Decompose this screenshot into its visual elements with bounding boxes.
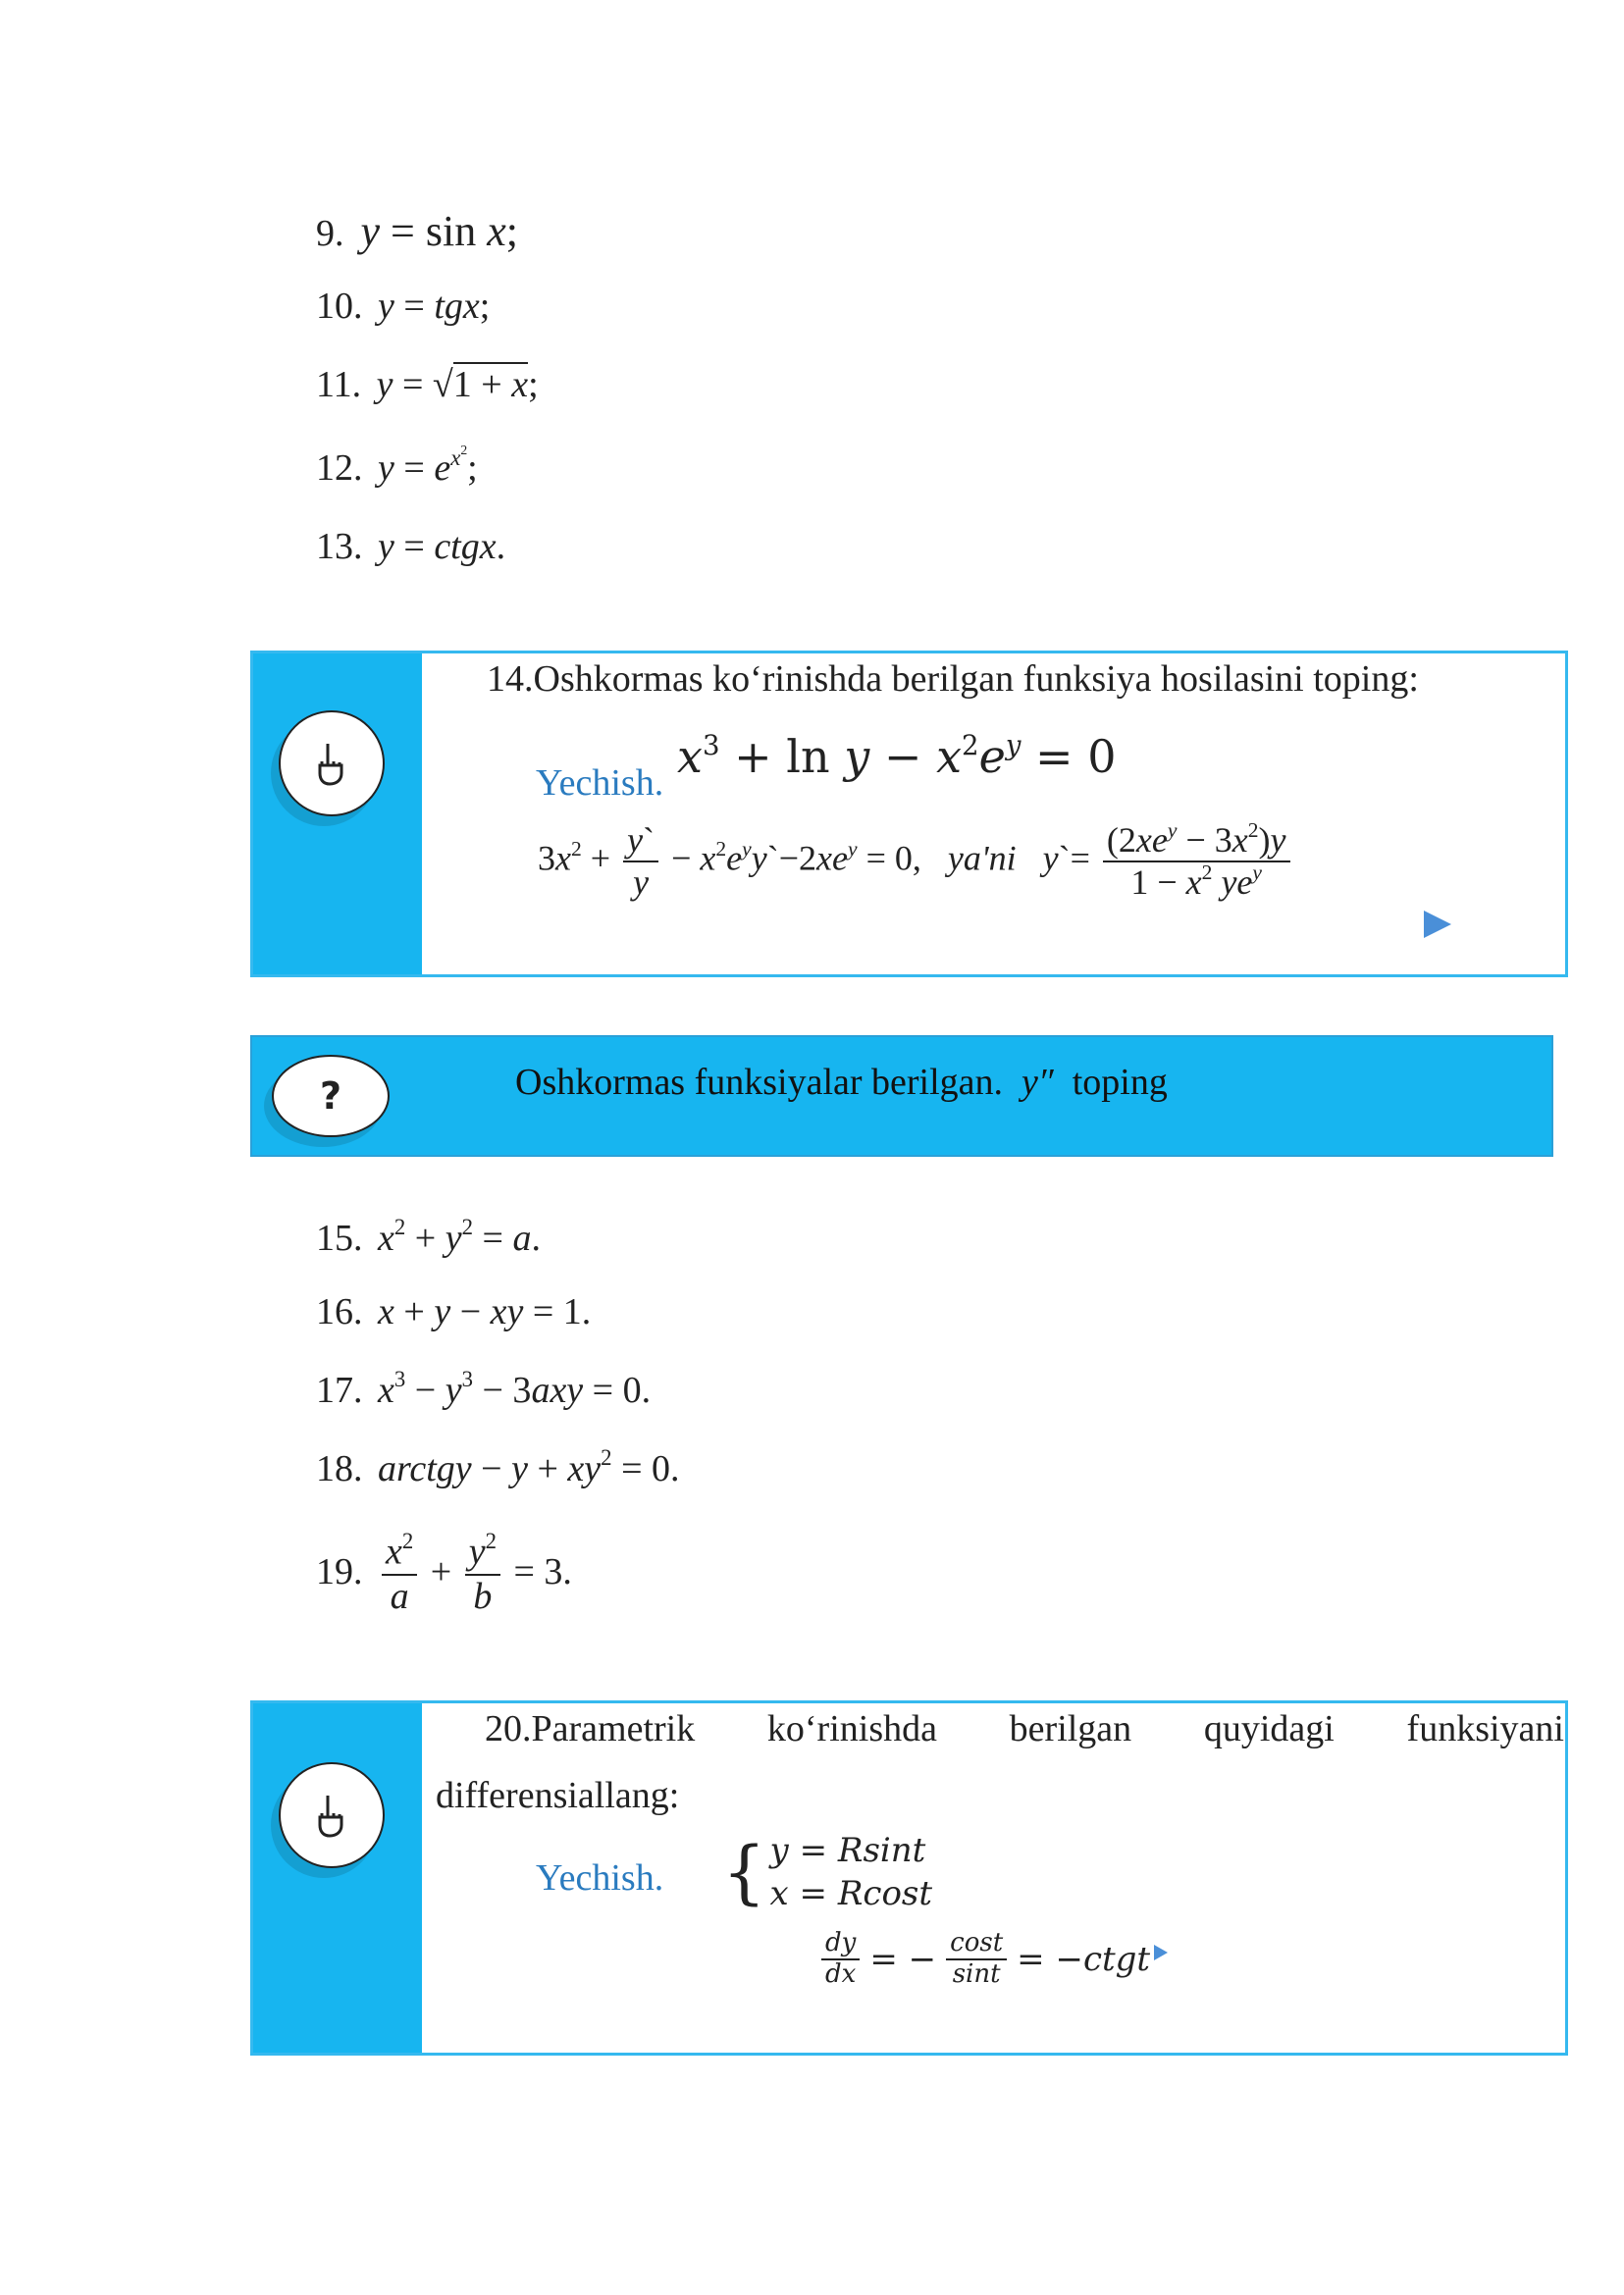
formula: y = ctgx. (378, 526, 506, 567)
problem-title-line2: differensiallang: (436, 1775, 680, 1816)
example-box-20 (250, 1700, 1568, 2056)
list-item: 10. y = tgx; (316, 286, 491, 327)
solution-label: Yechish. (536, 762, 664, 804)
play-arrow-icon (1424, 911, 1451, 938)
formula: x + y − xy = 1. (378, 1291, 592, 1332)
implicit-equation: $x^3 + \ln y - x^2e^y = 0$ (677, 728, 1117, 783)
list-item: 11. y = √1 + x; (316, 364, 539, 405)
question-banner (250, 1035, 1553, 1157)
list-item: 17. $x^3 - y^3 - 3axy = 0$. (316, 1367, 652, 1411)
parametric-result: $\frac{dy}{dx}$ = − $\frac{\cos t}{\sin t}$ = −ctgt (817, 1929, 1168, 1990)
formula: arctgy − $y + xy^2 = 0$. (378, 1445, 680, 1489)
formula: $x^3 - y^3 - 3axy = 0$. (378, 1367, 652, 1411)
formula: $y = e^{x^2}$; (378, 443, 478, 490)
list-item: 15. $x^2 + y^2 = a$. (316, 1215, 541, 1259)
list-item: 12. $y = e^{x^2}$; (316, 443, 478, 490)
parametric-system: { y = Rsint x = Rcost (722, 1831, 933, 1913)
list-item: 13. y = ctgx. (316, 526, 506, 567)
list-item: 16. x + y − xy = 1. (316, 1291, 592, 1332)
formula: y = sin x; (360, 207, 518, 255)
accent-bar (253, 1703, 422, 2053)
list-item: 19. $\frac{x^2}{a}$ + $\frac{y^2}{b}$ = 3. (316, 1529, 572, 1618)
pointing-hand-icon (279, 710, 385, 816)
derivative-equation: $3x^2$ + $\frac{y`}{y}$ − $x^2e^yy`-2xe^y = 0$, ya'ni y`= $\frac{(2xe^y - 3x^2)y}{1 - x^2 ye^y}$ (538, 820, 1294, 904)
question-icon: ? (272, 1055, 390, 1137)
solution-label: Yechish. (536, 1857, 664, 1899)
question-text: Oshkormas funksiyalar berilgan. y″ toping (515, 1062, 1168, 1103)
pointing-hand-icon (279, 1762, 385, 1868)
play-arrow-icon (1154, 1945, 1168, 1960)
example-box-14 (250, 651, 1568, 977)
formula: y = tgx; (378, 286, 491, 327)
list-item: 9. y = sin x; (316, 207, 518, 255)
formula: $x^2 + y^2 = a$. (378, 1215, 541, 1259)
formula: y = √1 + x; (376, 364, 539, 405)
list-item: 18. arctgy − $y + xy^2 = 0$. (316, 1445, 680, 1489)
problem-title: 14.Oshkormas ko‘rinishda berilgan funksiya hosilasini toping: (487, 658, 1419, 700)
formula: $\frac{x^2}{a}$ + $\frac{y^2}{b}$ = 3. (378, 1551, 572, 1592)
problem-title-line1: 20.Parametrik ko‘rinishda berilgan quyidagi funksiyani (485, 1708, 1564, 1749)
